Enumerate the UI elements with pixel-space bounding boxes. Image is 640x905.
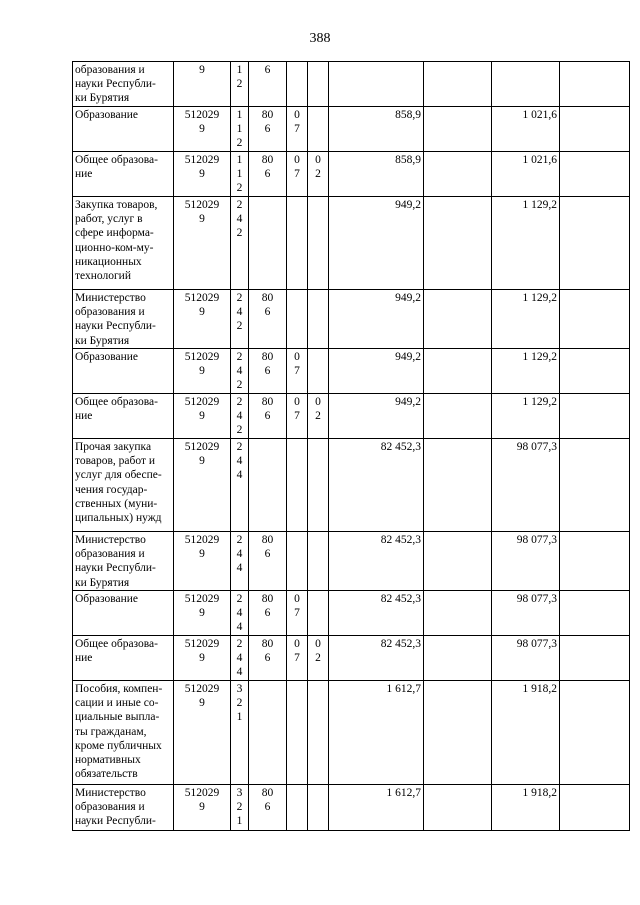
row-csr-cell: 9 [174,62,231,107]
row-name-cell: Прочая закупка товаров, работ и услуг для обеспе- чения государ- ственных (муни- ципальных) нужд [73,439,174,532]
row-name-cell: Пособия, компен- сации и иные со- циальные выпла- ты гражданам, кроме публичных нормативных обязательств [73,681,174,785]
row-grbs-cell: 80 6 [249,636,287,681]
row-sum-4-cell [560,785,630,831]
row-name-cell: Министерство образования и науки Республи- [73,785,174,831]
row-sum-3-cell: 1 129,2 [492,394,560,439]
row-sum-2-cell [424,636,492,681]
row-grbs-cell: 80 6 [249,532,287,591]
row-sum-1-cell: 949,2 [329,394,424,439]
row-sum-2-cell [424,107,492,152]
row-sum-3-cell: 1 129,2 [492,349,560,394]
row-pr-cell [308,107,329,152]
row-sum-2-cell [424,349,492,394]
row-grbs-cell [249,197,287,290]
row-grbs-cell: 80 6 [249,591,287,636]
table-row [73,349,630,394]
row-vr-cell: 1 1 2 [231,107,249,152]
row-vr-cell: 3 2 1 [231,785,249,831]
row-sum-3-cell: 1 129,2 [492,197,560,290]
row-sum-3-cell [492,62,560,107]
row-rz-cell [287,197,308,290]
row-csr-cell: 512029 9 [174,349,231,394]
table-row [73,591,630,636]
row-sum-3-cell: 98 077,3 [492,636,560,681]
row-pr-cell: 0 2 [308,152,329,197]
row-sum-4-cell [560,394,630,439]
row-sum-2-cell [424,591,492,636]
row-vr-cell: 2 4 2 [231,197,249,290]
row-csr-cell: 512029 9 [174,439,231,532]
row-csr-cell: 512029 9 [174,290,231,349]
row-pr-cell [308,197,329,290]
row-sum-1-cell: 82 452,3 [329,636,424,681]
row-sum-2-cell [424,532,492,591]
row-grbs-cell: 80 6 [249,394,287,439]
row-rz-cell [287,532,308,591]
row-csr-cell: 512029 9 [174,152,231,197]
row-rz-cell: 0 7 [287,107,308,152]
table-row [73,681,630,785]
row-sum-3-cell: 1 021,6 [492,107,560,152]
row-pr-cell [308,439,329,532]
row-name-cell: Общее образова- ние [73,636,174,681]
row-sum-1-cell: 82 452,3 [329,439,424,532]
row-sum-2-cell [424,394,492,439]
budget-table-body [73,62,630,831]
row-sum-4-cell [560,107,630,152]
row-grbs-cell: 6 [249,62,287,107]
row-sum-1-cell: 1 612,7 [329,785,424,831]
row-grbs-cell: 80 6 [249,290,287,349]
budget-table [72,61,630,831]
row-sum-4-cell [560,290,630,349]
row-sum-1-cell [329,62,424,107]
table-row [73,197,630,290]
row-csr-cell: 512029 9 [174,636,231,681]
table-row [73,394,630,439]
row-grbs-cell: 80 6 [249,152,287,197]
row-name-cell: Общее образова- ние [73,394,174,439]
row-rz-cell [287,290,308,349]
row-rz-cell: 0 7 [287,152,308,197]
table-row [73,532,630,591]
row-rz-cell [287,62,308,107]
row-grbs-cell [249,681,287,785]
row-pr-cell [308,290,329,349]
row-vr-cell: 1 2 [231,62,249,107]
row-name-cell: Общее образова- ние [73,152,174,197]
row-sum-4-cell [560,591,630,636]
row-pr-cell: 0 2 [308,394,329,439]
row-sum-1-cell: 858,9 [329,152,424,197]
row-vr-cell: 3 2 1 [231,681,249,785]
row-sum-4-cell [560,349,630,394]
row-pr-cell [308,591,329,636]
row-pr-cell [308,532,329,591]
table-row [73,62,630,107]
row-sum-3-cell: 1 918,2 [492,785,560,831]
row-vr-cell: 2 4 4 [231,591,249,636]
row-sum-2-cell [424,290,492,349]
row-vr-cell: 2 4 2 [231,349,249,394]
row-name-cell: Министерство образования и науки Республи- ки Бурятия [73,532,174,591]
row-sum-2-cell [424,152,492,197]
row-csr-cell: 512029 9 [174,591,231,636]
row-csr-cell: 512029 9 [174,785,231,831]
row-grbs-cell: 80 6 [249,785,287,831]
row-sum-1-cell: 949,2 [329,290,424,349]
row-vr-cell: 1 1 2 [231,152,249,197]
row-name-cell: Образование [73,107,174,152]
row-sum-4-cell [560,152,630,197]
table-row [73,785,630,831]
table-row [73,636,630,681]
row-csr-cell: 512029 9 [174,197,231,290]
row-sum-3-cell: 1 129,2 [492,290,560,349]
table-row [73,290,630,349]
page-number: 388 [309,31,331,46]
row-csr-cell: 512029 9 [174,107,231,152]
row-sum-1-cell: 858,9 [329,107,424,152]
row-name-cell: образования и науки Республи- ки Бурятия [73,62,174,107]
row-sum-4-cell [560,681,630,785]
row-sum-3-cell: 98 077,3 [492,591,560,636]
row-vr-cell: 2 4 2 [231,394,249,439]
row-sum-2-cell [424,785,492,831]
row-sum-1-cell: 949,2 [329,197,424,290]
row-vr-cell: 2 4 4 [231,439,249,532]
row-sum-4-cell [560,532,630,591]
row-sum-3-cell: 98 077,3 [492,439,560,532]
row-sum-2-cell [424,439,492,532]
row-pr-cell [308,681,329,785]
row-name-cell: Министерство образования и науки Республи- ки Бурятия [73,290,174,349]
row-sum-2-cell [424,681,492,785]
row-sum-1-cell: 82 452,3 [329,591,424,636]
row-csr-cell: 512029 9 [174,394,231,439]
row-rz-cell [287,439,308,532]
row-name-cell: Закупка товаров, работ, услуг в сфере информа- ционно-ком-му- никационных технологий [73,197,174,290]
row-csr-cell: 512029 9 [174,681,231,785]
table-row [73,107,630,152]
row-vr-cell: 2 4 2 [231,290,249,349]
row-name-cell: Образование [73,591,174,636]
row-sum-2-cell [424,62,492,107]
row-sum-3-cell: 98 077,3 [492,532,560,591]
row-grbs-cell: 80 6 [249,349,287,394]
row-sum-1-cell: 82 452,3 [329,532,424,591]
table-row [73,152,630,197]
row-vr-cell: 2 4 4 [231,532,249,591]
row-rz-cell [287,681,308,785]
row-grbs-cell: 80 6 [249,107,287,152]
table-row [73,439,630,532]
row-sum-1-cell: 949,2 [329,349,424,394]
row-sum-3-cell: 1 918,2 [492,681,560,785]
row-sum-2-cell [424,197,492,290]
row-sum-1-cell: 1 612,7 [329,681,424,785]
row-pr-cell [308,62,329,107]
row-sum-3-cell: 1 021,6 [492,152,560,197]
row-sum-4-cell [560,62,630,107]
row-rz-cell: 0 7 [287,636,308,681]
row-sum-4-cell [560,439,630,532]
row-pr-cell [308,785,329,831]
row-sum-4-cell [560,636,630,681]
row-vr-cell: 2 4 4 [231,636,249,681]
row-sum-4-cell [560,197,630,290]
row-pr-cell: 0 2 [308,636,329,681]
row-grbs-cell [249,439,287,532]
row-csr-cell: 512029 9 [174,532,231,591]
row-rz-cell: 0 7 [287,591,308,636]
row-rz-cell [287,785,308,831]
row-rz-cell: 0 7 [287,394,308,439]
row-rz-cell: 0 7 [287,349,308,394]
row-pr-cell [308,349,329,394]
row-name-cell: Образование [73,349,174,394]
